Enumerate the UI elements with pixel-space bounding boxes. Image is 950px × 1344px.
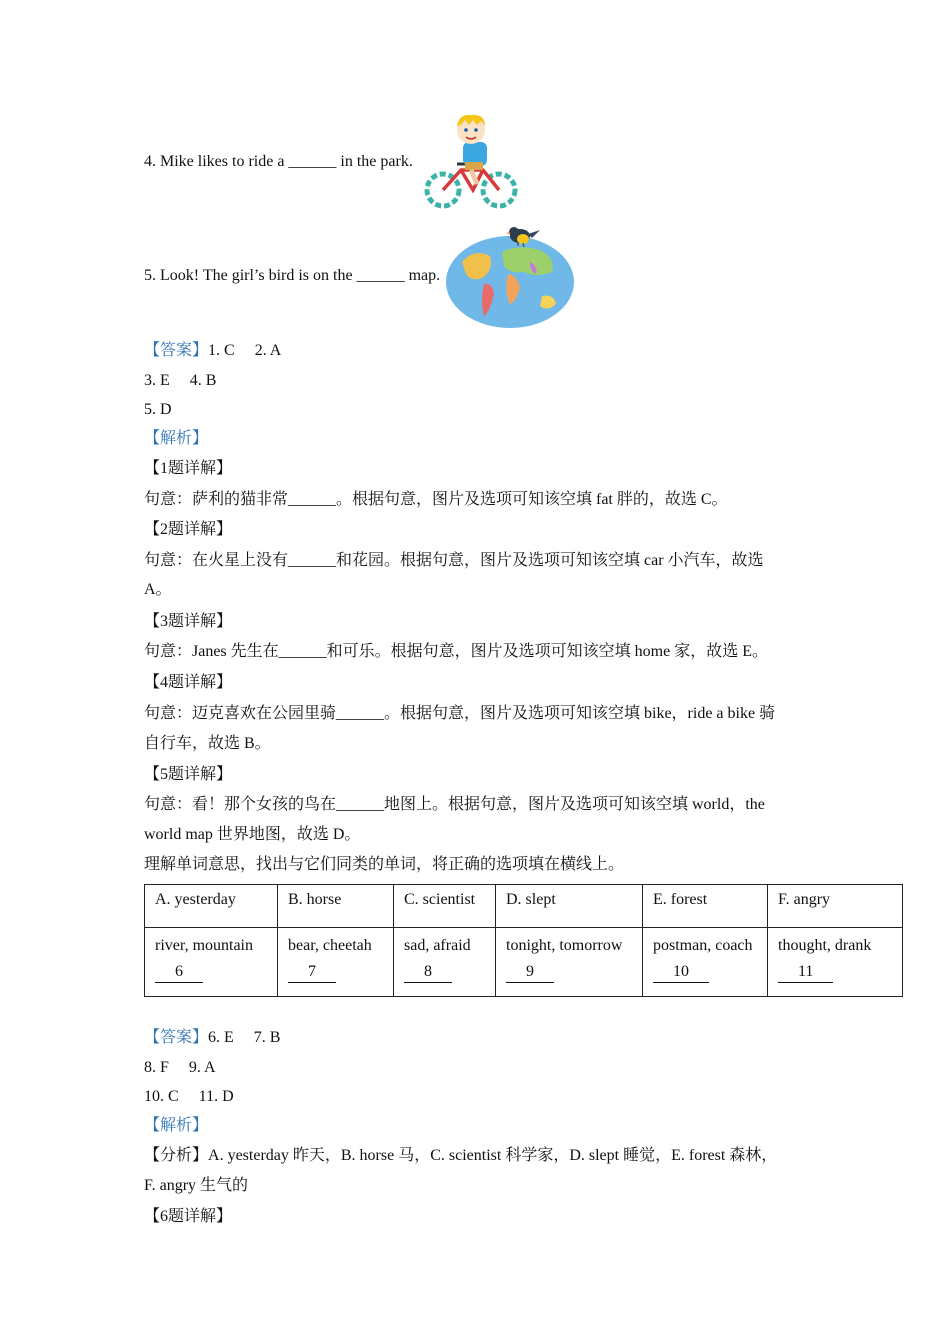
detail-2-line: A。 [144, 581, 172, 598]
answer-line-3: 5. D [144, 401, 172, 418]
boy-riding-bike-icon [421, 112, 521, 212]
answer-values: 1. C 2. A [208, 342, 282, 359]
detail-3-title: 【3题详解】 [144, 613, 233, 630]
world-map-bird-icon [444, 222, 576, 330]
detail-1-title: 【1题详解】 [144, 460, 233, 477]
question-5 [144, 222, 576, 330]
options-row [145, 885, 903, 928]
question-4-text: 4. Mike likes to ride a ______ in the park. [144, 153, 413, 170]
question-4 [144, 112, 521, 212]
options-table [144, 884, 903, 997]
word-group-cell [278, 928, 394, 997]
option-cell: C. scientist [394, 885, 496, 928]
words-row [145, 928, 903, 997]
option-cell: B. horse [278, 885, 394, 928]
word-group-cell [496, 928, 643, 997]
answer-blank: 6 [155, 962, 203, 983]
detail-4-line: 句意：迈克喜欢在公园里骑______。根据句意，图片及选项可知该空填 bike，ride a bike 骑 [144, 705, 776, 722]
word-group-cell [145, 928, 278, 997]
word-group-cell [394, 928, 496, 997]
answer-line-2: 3. E 4. B [144, 372, 217, 389]
fenxi-line-2: F. angry 生气的 [144, 1177, 249, 1194]
answer-blank: 8 [404, 962, 452, 983]
answer-line-3: 10. C 11. D [144, 1088, 234, 1105]
option-cell: F. angry [768, 885, 903, 928]
answer-line-1 [144, 341, 281, 361]
detail-5-line: 句意：看！那个女孩的鸟在______地图上。根据句意，图片及选项可知该空填 world，the [144, 796, 765, 813]
detail-2-title: 【2题详解】 [144, 521, 233, 538]
detail-4-title: 【4题详解】 [144, 674, 233, 691]
detail-2-line: 句意：在火星上没有______和花园。根据句意，图片及选项可知该空填 car 小汽车，故选 [144, 552, 764, 569]
option-cell: A. yesterday [145, 885, 278, 928]
detail-5-line: world map 世界地图，故选 D。 [144, 826, 361, 843]
answer-blank: 7 [288, 962, 336, 983]
answer-blank: 10 [653, 962, 709, 983]
analysis-label: 【解析】 [144, 430, 209, 447]
answer-line-2: 8. F 9. A [144, 1059, 216, 1076]
answer-blank: 11 [778, 962, 833, 983]
word-group-cell [643, 928, 768, 997]
option-cell: D. slept [496, 885, 643, 928]
word-group: river, mountain [155, 937, 253, 954]
detail-6-title: 【6题详解】 [144, 1208, 233, 1225]
answer-blank: 9 [506, 962, 554, 983]
word-group-cell [768, 928, 903, 997]
answer-values: 6. E 7. B [208, 1029, 281, 1046]
answer-label: 【答案】 [144, 1029, 209, 1046]
word-group: bear, cheetah [288, 937, 372, 954]
question-5-text: 5. Look! The girl’s bird is on the ______ map. [144, 267, 441, 284]
word-group: sad, afraid [404, 937, 471, 954]
fenxi-text: A. yesterday 昨天，B. horse 马，C. scientist 科学家，D. slept 睡觉，E. forest 森林， [208, 1147, 778, 1164]
word-group: postman, coach [653, 937, 753, 954]
fenxi-label: 【分析】 [144, 1147, 209, 1164]
analysis-label: 【解析】 [144, 1117, 209, 1134]
detail-1-line: 句意：萨利的猫非常______。根据句意，图片及选项可知该空填 fat 胖的，故选 C。 [144, 491, 728, 508]
section-instruction: 理解单词意思，找出与它们同类的单词，将正确的选项填在横线上。 [144, 856, 625, 873]
answer-line-1 [144, 1028, 280, 1048]
detail-5-title: 【5题详解】 [144, 766, 233, 783]
answer-label: 【答案】 [144, 342, 209, 359]
word-group: thought, drank [778, 937, 872, 954]
detail-4-line: 自行车，故选 B。 [144, 735, 271, 752]
word-group: tonight, tomorrow [506, 937, 623, 954]
option-cell: E. forest [643, 885, 768, 928]
fenxi-line [144, 1146, 777, 1166]
detail-3-line: 句意：Janes 先生在______和可乐。根据句意，图片及选项可知该空填 home 家，故选 E。 [144, 643, 768, 660]
